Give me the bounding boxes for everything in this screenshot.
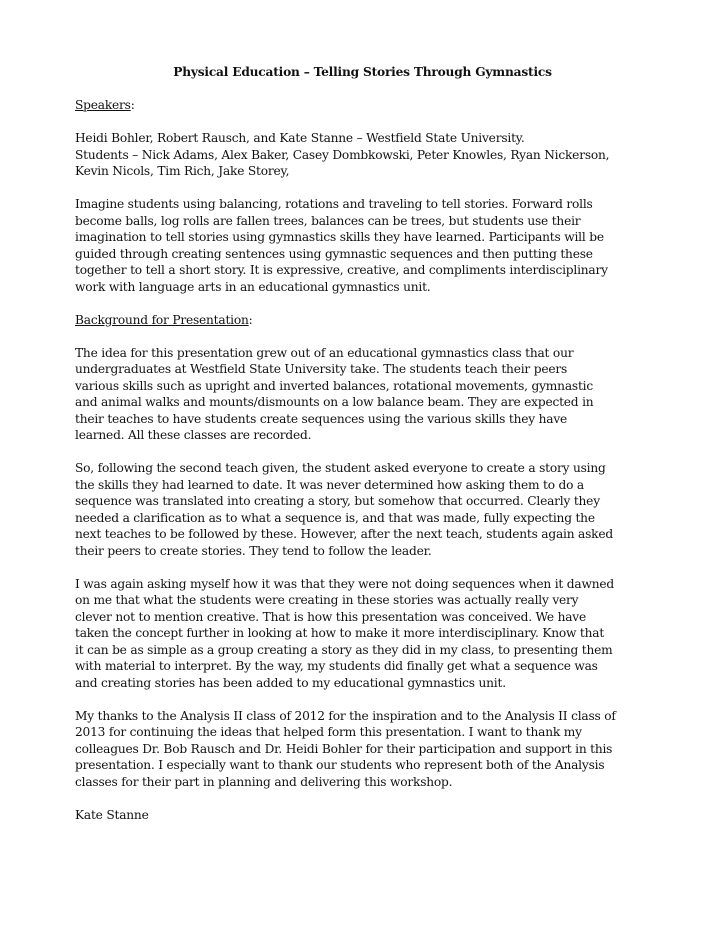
text-line: their teaches to have students create sequences using the various skills they have [75, 411, 568, 426]
background-paragraph-2 [75, 460, 650, 559]
text-line: sequence was translated into creating a story, but somehow that occurred. Clearly they [75, 494, 600, 508]
text-line: imagination to tell stories using gymnastics skills they have learned. Participants will be [75, 230, 604, 244]
text-line: needed a clarification as to what a sequence is, and that was made, fully expecting the [75, 510, 595, 525]
text-line: My thanks to the Analysis II class of 2012 for the inspiration and to the Analysis II class of [75, 708, 616, 723]
text-line: So, following the second teach given, the student asked everyone to create a story using [75, 461, 606, 475]
speakers-heading-text: Speakers [75, 98, 131, 112]
text-line: Imagine students using balancing, rotations and traveling to tell stories. Forward rolls [75, 197, 593, 211]
text-line: work with language arts in an educational gymnastics unit. [75, 279, 431, 294]
document-title: Physical Education – Telling Stories Through Gymnastics [173, 65, 552, 79]
text-line: guided through creating sentences using gymnastic sequences and then putting these [75, 246, 593, 261]
text-line: and animal walks and mounts/dismounts on a low balance beam. They are expected in [75, 395, 594, 409]
text-line: it can be as simple as a group creating a story as they did in my class, to presenting them [75, 642, 613, 657]
text-line: together to tell a short story. It is expressive, creative, and compliments interdisciplinary [75, 263, 608, 277]
thanks-paragraph [75, 708, 650, 791]
background-paragraph-3 [75, 576, 650, 692]
intro-paragraph [75, 196, 650, 295]
document-page [75, 64, 650, 840]
text-line: I was again asking myself how it was that they were not doing sequences when it dawned [75, 576, 614, 591]
text-line: on me that what the students were creating in these stories was actually really very [75, 593, 579, 607]
background-heading-colon: : [248, 312, 253, 327]
text-line: undergraduates at Westfield State University take. The students teach their peers [75, 362, 568, 376]
text-line: Students – Nick Adams, Alex Baker, Casey Dombkowski, Peter Knowles, Ryan Nickerson, [75, 147, 610, 162]
text-line: with material to interpret. By the way, my students did finally get what a sequence was [75, 659, 598, 673]
text-line: taken the concept further in looking at how to make it more interdisciplinary. Know that [75, 626, 605, 640]
text-line: and creating stories has been added to my educational gymnastics unit. [75, 675, 506, 690]
text-line: become balls, log rolls are fallen trees, balances can be trees, but students use their [75, 213, 581, 228]
text-line: Heidi Bohler, Robert Rausch, and Kate Stanne – Westfield State University. [75, 131, 525, 145]
speakers-heading-colon: : [130, 98, 135, 112]
background-heading [75, 312, 650, 329]
signature: Kate Stanne [75, 807, 149, 822]
background-heading-text: Background for Presentation [75, 312, 249, 327]
text-line: clever not to mention creative. That is how this presentation was conceived. We have [75, 609, 586, 624]
text-line: The idea for this presentation grew out of an educational gymnastics class that our [75, 345, 574, 360]
text-line: learned. All these classes are recorded. [75, 428, 312, 442]
text-line: next teaches to be followed by these. However, after the next teach, students again asked [75, 527, 613, 541]
text-line: their peers to create stories. They tend to follow the leader. [75, 543, 432, 558]
background-paragraph-1 [75, 345, 650, 444]
text-line: colleagues Dr. Bob Rausch and Dr. Heidi Bohler for their participation and support in this [75, 741, 613, 756]
text-line: 2013 for continuing the ideas that helped form this presentation. I want to thank my [75, 725, 582, 739]
text-line: various skills such as upright and inverted balances, rotational movements, gymnastic [75, 378, 593, 393]
speakers-heading [75, 97, 650, 114]
text-line: Kevin Nicols, Tim Rich, Jake Storey, [75, 164, 290, 178]
text-line: classes for their part in planning and delivering this workshop. [75, 774, 453, 789]
text-line: the skills they had learned to date. It was never determined how asking them to do a [75, 477, 584, 492]
text-line: presentation. I especially want to thank our students who represent both of the Analysis [75, 758, 605, 772]
speakers-paragraph [75, 130, 650, 180]
